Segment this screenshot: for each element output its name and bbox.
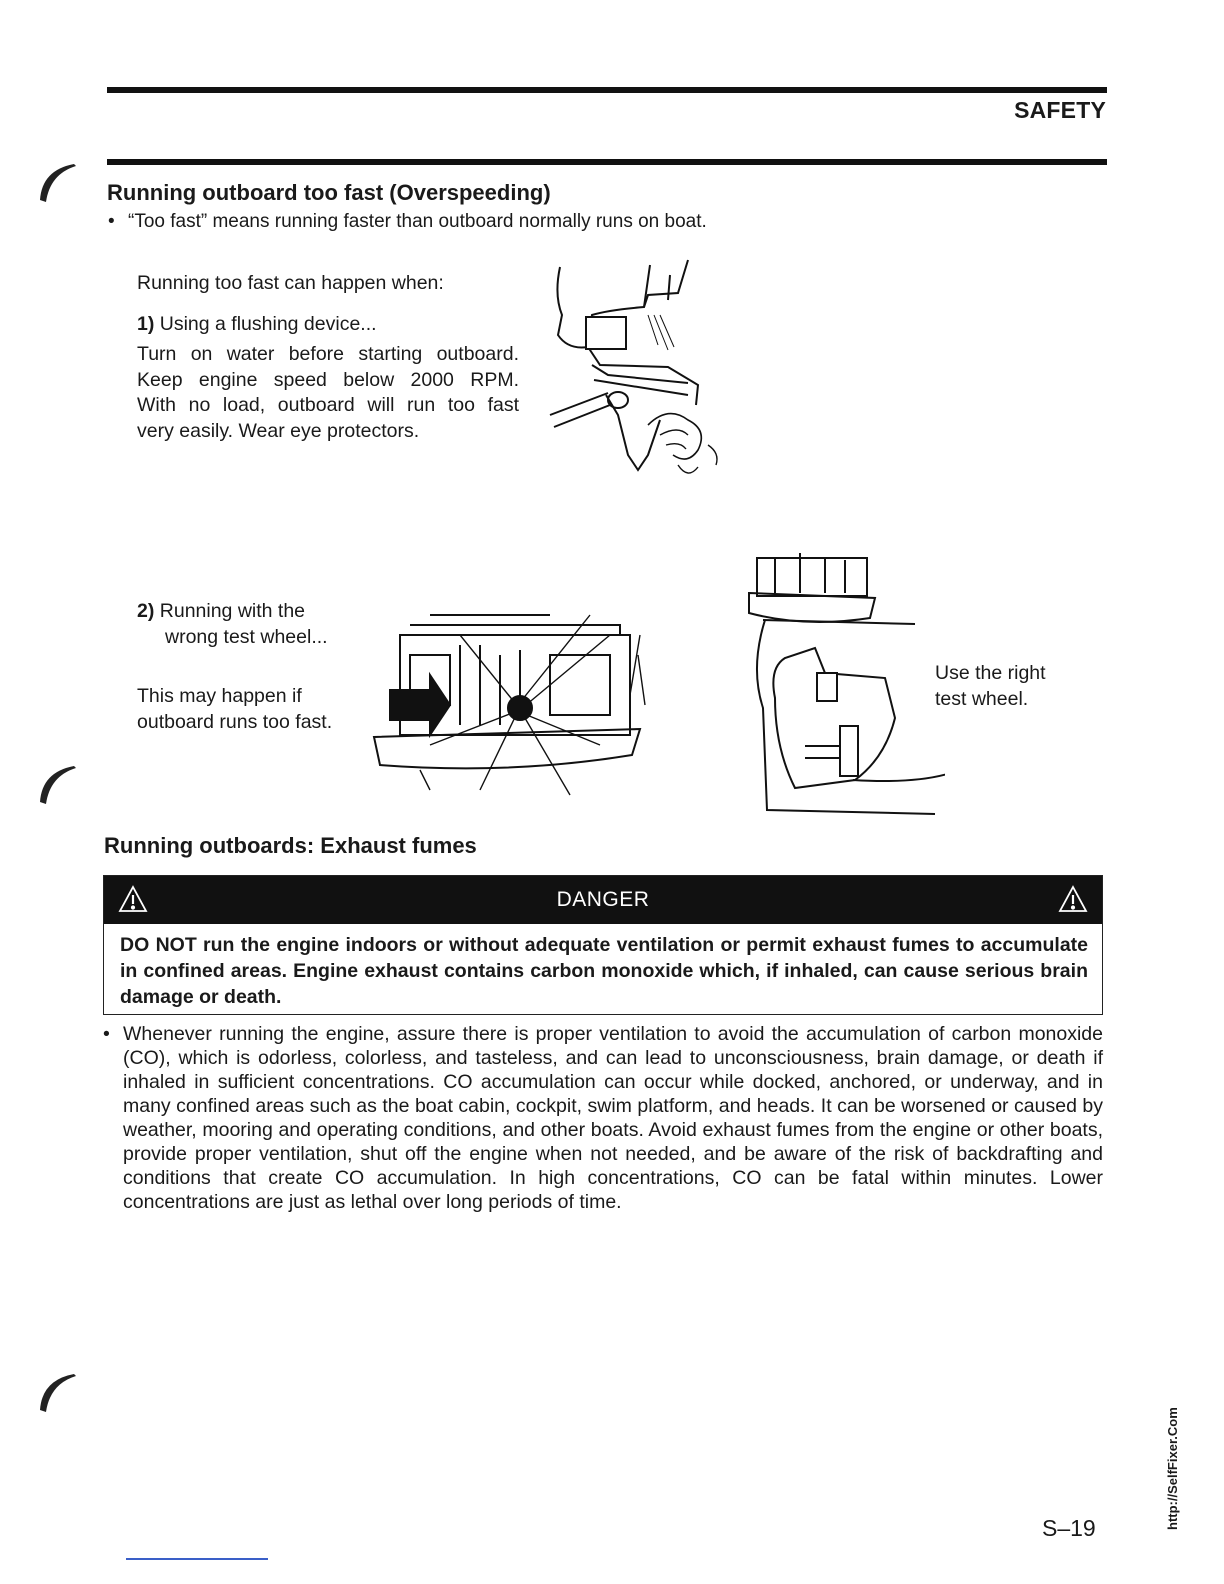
danger-title: DANGER	[556, 888, 650, 911]
binder-hole-mark-middle	[36, 762, 84, 810]
overspeed-intro: Running too fast can happen when:	[137, 272, 444, 294]
binder-hole-mark-top	[36, 160, 84, 208]
item2-title-line1: Running with the	[159, 600, 306, 622]
correct-test-wheel-illustration	[745, 548, 945, 818]
item1-number: 1)	[137, 313, 155, 335]
binder-hole-mark-bottom	[36, 1370, 84, 1418]
item1-line: With no load, outboard will run too fast	[137, 394, 519, 416]
footer-line	[126, 1558, 268, 1560]
section-label: SAFETY	[1014, 97, 1106, 123]
item1-line: very easily. Wear eye protectors.	[137, 419, 420, 442]
danger-bar	[104, 876, 1102, 924]
side-watermark-url: http://SelfFixer.Com	[1165, 1407, 1180, 1530]
danger-box	[103, 875, 1103, 1015]
page-number: S–19	[1042, 1515, 1096, 1541]
warning-triangle-icon	[1058, 885, 1088, 913]
item1-line: Keep engine speed below 2000 RPM.	[137, 368, 519, 391]
flushing-device-illustration	[548, 255, 738, 485]
item2-title-row	[137, 599, 305, 625]
bullet-dot: •	[108, 211, 115, 232]
item1-body	[137, 342, 519, 444]
overspeed-bullet-text: “Too fast” means running faster than outboard normally runs on boat.	[128, 211, 707, 232]
right-wheel-line2: test wheel.	[935, 688, 1029, 710]
bullet-dot: •	[103, 1023, 110, 1045]
header-top-rule	[107, 87, 1107, 93]
item2-title-line2: wrong test wheel...	[165, 626, 328, 648]
item1-line: Turn on water before starting outboard.	[137, 343, 519, 365]
exhaust-paragraph: Whenever running the engine, assure there is proper ventilation to avoid the accumulation of carbon monoxide (CO), which is odorless, colorless, and tasteless, and can lead to unconsciousness, brain damage, or death if inhaled in sufficient concentrations. CO accumulation can occur while docked, anchored, or underway, and in many confined areas such as the boat cabin, cockpit, swim platform, and heads. It can be worsened or caused by weather, mooring and operating conditions, and other boats. Avoid exhaust fumes from the engine or other boats, provide proper ventilation, shut off the engine when not needed, and be aware of the risk of backdrafting and conditions that create CO accumulation. In high concentrations, CO can be fatal within minutes. Lower concentrations are just as lethal over long periods of time.	[123, 1023, 1103, 1213]
item2-note-line2: outboard runs too fast.	[137, 711, 333, 733]
item2-note-line1: This may happen if	[137, 685, 302, 707]
item1-title-row	[137, 312, 377, 338]
exhaust-bullet	[103, 1022, 1103, 1214]
item1-title: Using a flushing device...	[159, 313, 377, 335]
overspeed-heading: Running outboard too fast (Overspeeding)	[107, 180, 551, 205]
header-bottom-rule	[107, 159, 1107, 165]
danger-text: DO NOT run the engine indoors or without adequate ventilation or permit exhaust fumes to accumulate in confined areas. Engine exhaust contains carbon monoxide which, if inhaled, can cause serious brain damage or death.	[120, 934, 1088, 1008]
exhaust-heading: Running outboards: Exhaust fumes	[104, 833, 477, 858]
broken-test-wheel-illustration	[370, 595, 650, 800]
right-wheel-line1: Use the right	[935, 662, 1046, 684]
item2-number: 2)	[137, 600, 155, 622]
